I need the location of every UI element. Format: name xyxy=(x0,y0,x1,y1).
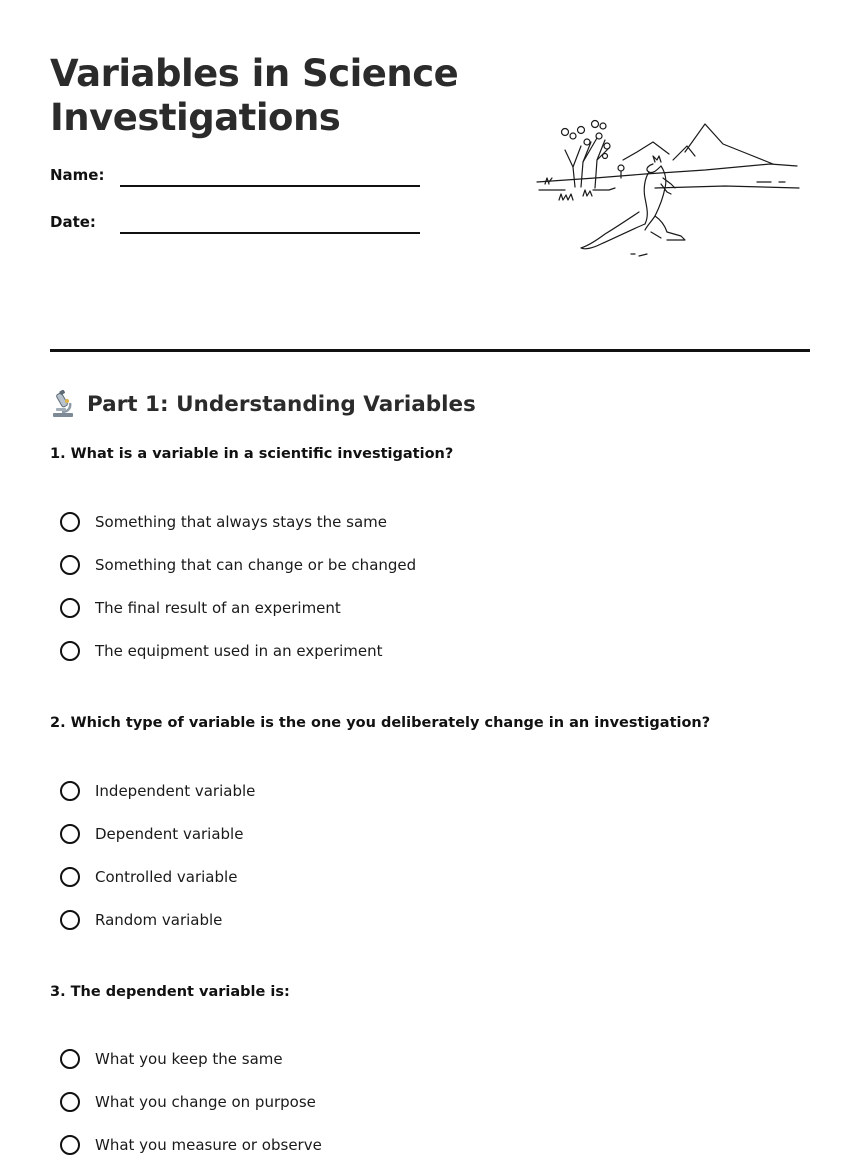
title-line-2: Investigations xyxy=(50,96,341,139)
title-line-1: Variables in Science xyxy=(50,52,459,95)
radio-button[interactable] xyxy=(60,1049,80,1069)
microscope-icon xyxy=(50,390,76,418)
q3-option-3[interactable] xyxy=(60,1132,322,1158)
option-label: Something that can change or be changed xyxy=(95,556,417,574)
q2-option-2[interactable] xyxy=(60,821,243,847)
q1-option-1[interactable] xyxy=(60,509,387,535)
q2-option-3[interactable] xyxy=(60,864,237,890)
option-label: What you measure or observe xyxy=(95,1136,322,1154)
part1-heading xyxy=(50,388,476,420)
question-text: 2. Which type of variable is the one you deliberately change in an investigation? xyxy=(50,715,711,731)
radio-button[interactable] xyxy=(60,512,80,532)
question-text: 3. The dependent variable is: xyxy=(50,984,290,1000)
option-label: Something that always stays the same xyxy=(95,513,387,531)
page-title xyxy=(50,52,520,140)
date-label: Date: xyxy=(50,213,96,231)
radio-button[interactable] xyxy=(60,1135,80,1155)
radio-button[interactable] xyxy=(60,910,80,930)
name-label: Name: xyxy=(50,166,105,184)
section-divider xyxy=(50,349,810,352)
q3-option-2[interactable] xyxy=(60,1089,316,1115)
q3-option-1[interactable] xyxy=(60,1046,283,1072)
question-text: 1. What is a variable in a scientific investigation? xyxy=(50,446,454,462)
worksheet-page xyxy=(50,0,810,1161)
option-label: Dependent variable xyxy=(95,825,244,843)
q2-option-1[interactable] xyxy=(60,778,255,804)
part1-heading-text: Part 1: Understanding Variables xyxy=(87,391,476,417)
q1-option-4[interactable] xyxy=(60,638,383,664)
option-label: What you change on purpose xyxy=(95,1093,316,1111)
option-label: What you keep the same xyxy=(95,1050,283,1068)
radio-button[interactable] xyxy=(60,781,80,801)
option-label: The equipment used in an experiment xyxy=(95,642,383,660)
radio-button[interactable] xyxy=(60,1092,80,1112)
q1-option-3[interactable] xyxy=(60,595,341,621)
radio-button[interactable] xyxy=(60,598,80,618)
option-label: Controlled variable xyxy=(95,868,238,886)
radio-button[interactable] xyxy=(60,824,80,844)
q1-option-2[interactable] xyxy=(60,552,416,578)
name-write-line[interactable] xyxy=(120,185,420,187)
date-field[interactable] xyxy=(50,213,420,237)
option-label: Random variable xyxy=(95,911,223,929)
option-label: Independent variable xyxy=(95,782,256,800)
kangaroo-landscape-illustration xyxy=(535,112,805,260)
name-field[interactable] xyxy=(50,166,420,190)
option-label: The final result of an experiment xyxy=(95,599,341,617)
radio-button[interactable] xyxy=(60,555,80,575)
date-write-line[interactable] xyxy=(120,232,420,234)
radio-button[interactable] xyxy=(60,641,80,661)
q2-option-4[interactable] xyxy=(60,907,222,933)
radio-button[interactable] xyxy=(60,867,80,887)
